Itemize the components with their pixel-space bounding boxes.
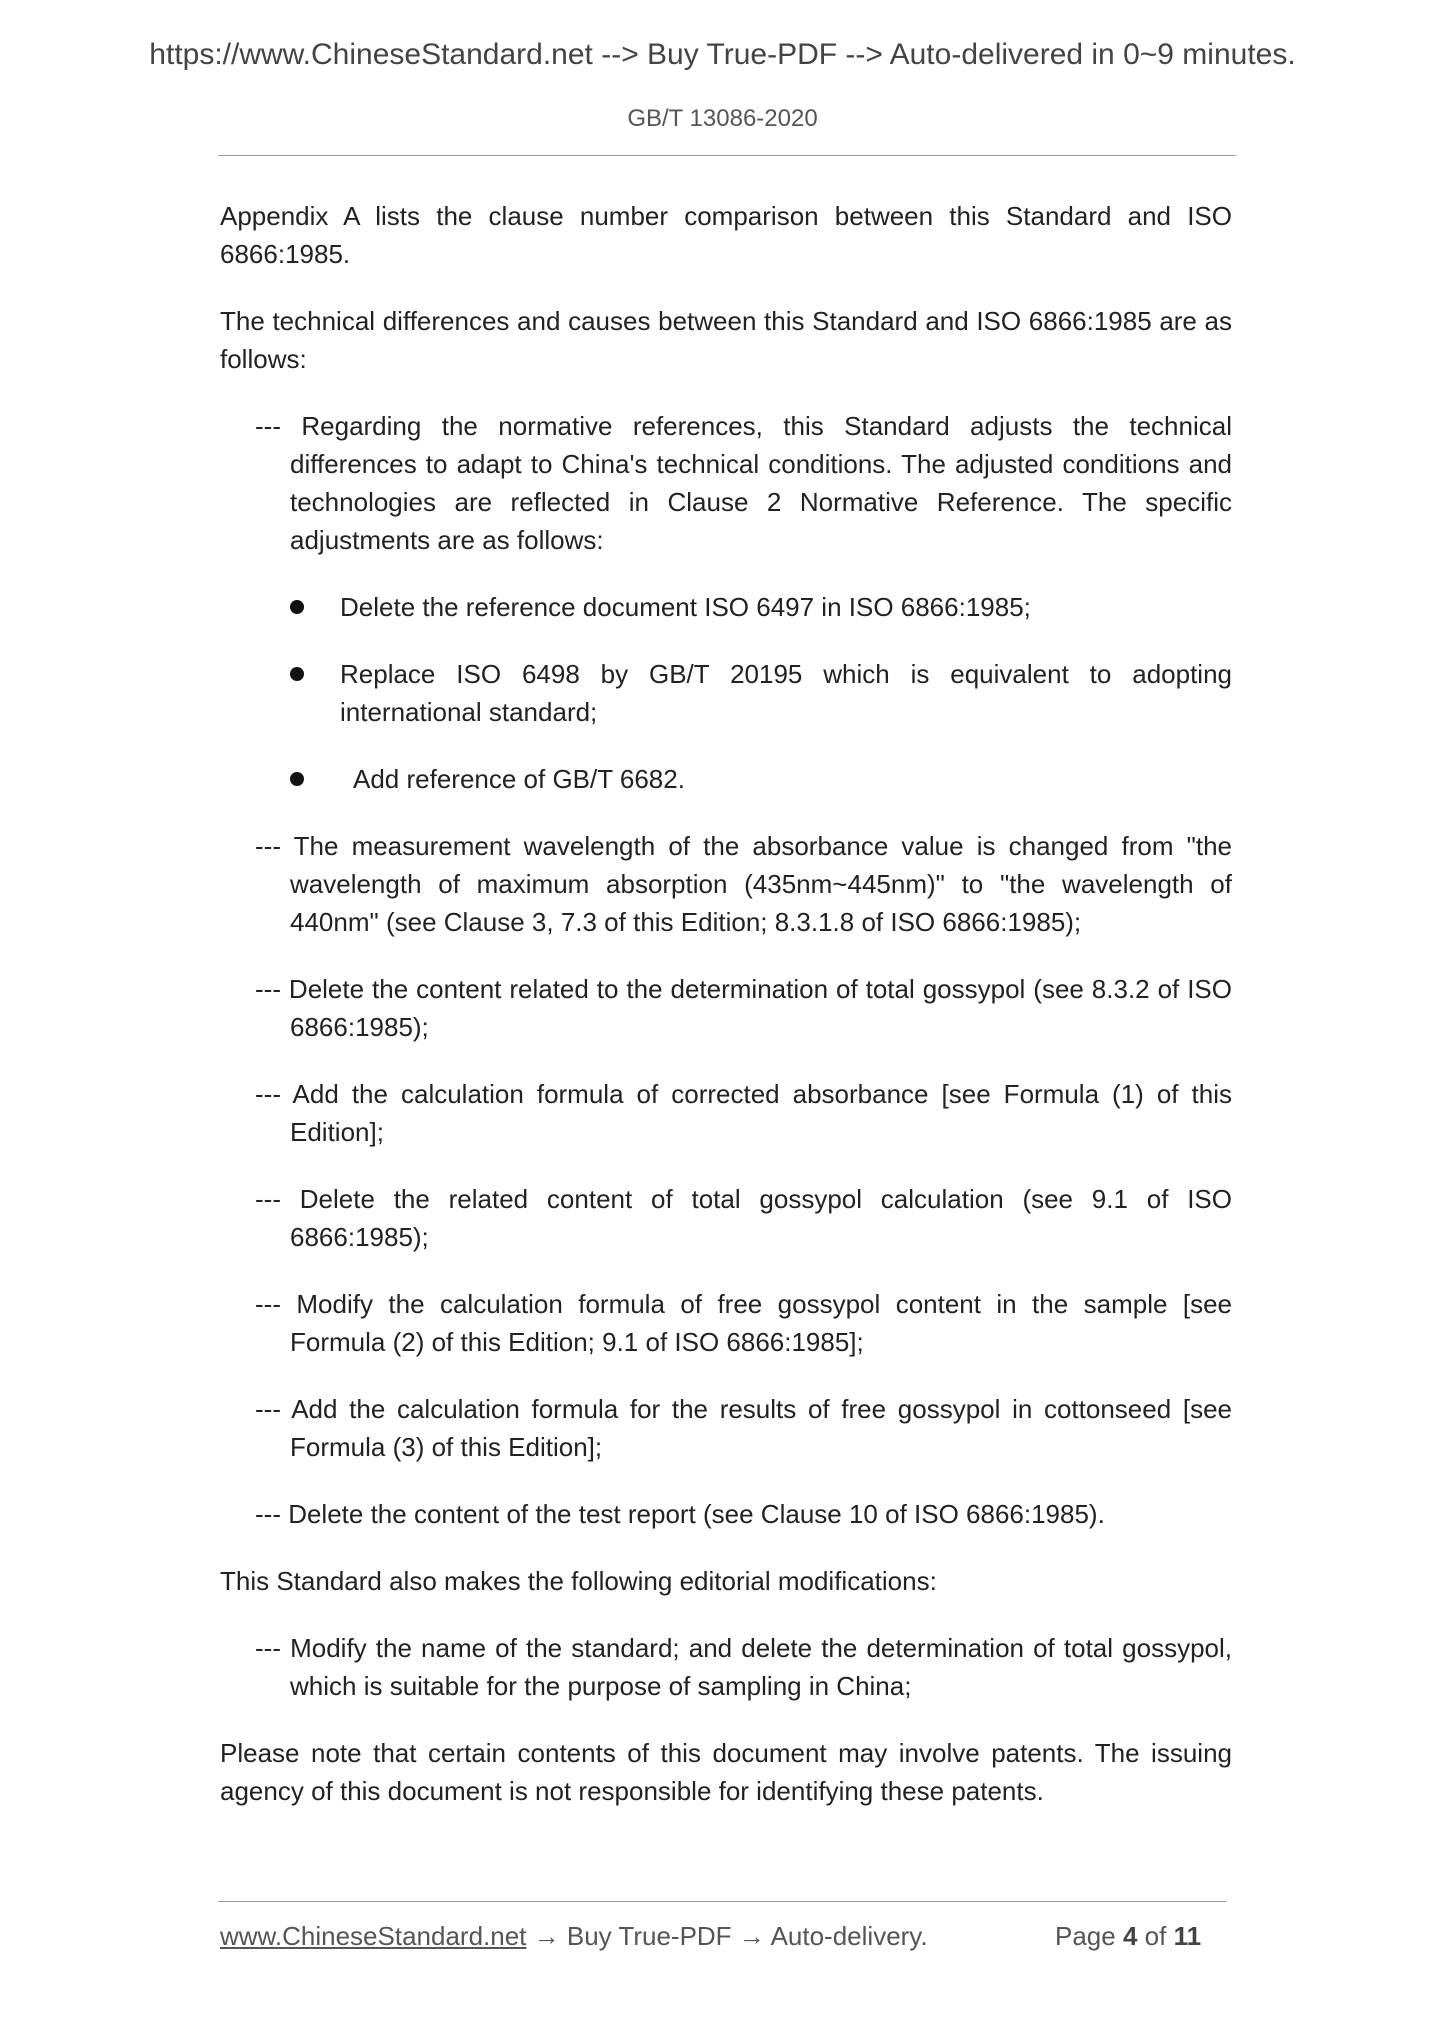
bullet-dot-icon: [290, 667, 304, 681]
footer-website-link[interactable]: www.ChineseStandard.net: [220, 1921, 527, 1951]
dash-item: --- Add the calculation formula of corrected absorbance [see Formula (1) of this Edition];: [255, 1079, 1232, 1147]
bullet-dot-icon: [290, 600, 304, 614]
header-divider: [218, 155, 1236, 156]
page-number: 4: [1122, 1921, 1138, 1951]
paragraph-patents: Please note that certain contents of this document may involve patents. The issuing agency of this document is not responsible for identifying these patents.: [220, 1738, 1232, 1806]
document-body: [220, 197, 1232, 1839]
footer-left: [220, 1921, 928, 1952]
bullet-item: [340, 588, 1232, 626]
paragraph-editorial: This Standard also makes the following editorial modifications:: [220, 1566, 937, 1596]
bullet-text: Replace ISO 6498 by GB/T 20195 which is equivalent to adopting international standard;: [340, 659, 1232, 727]
bullet-text: Delete the reference document ISO 6497 in ISO 6866:1985;: [340, 592, 1031, 622]
of-label: of: [1144, 1921, 1167, 1951]
total-pages: 11: [1173, 1921, 1202, 1951]
top-banner: https://www.ChineseStandard.net --> Buy True-PDF --> Auto-delivered in 0~9 minutes.: [149, 38, 1296, 71]
paragraph-technical-differences: The technical differences and causes between this Standard and ISO 6866:1985 are as follows:: [220, 306, 1232, 374]
footer-tagline: → Buy True-PDF → Auto-delivery.: [526, 1921, 928, 1951]
dash-item: --- Delete the content related to the determination of total gossypol (see 8.3.2 of ISO 6866:1985);: [255, 974, 1232, 1042]
bullet-item: [353, 760, 1232, 798]
dash-item: --- The measurement wavelength of the absorbance value is changed from "the wavelength of maximum absorption (435nm~445nm)" to "the wavelength of 440nm" (see Clause 3, 7.3 of this Edition; 8.3.1.8 of ISO 6866:1985);: [255, 831, 1232, 937]
page-indicator: [1055, 1921, 1201, 1952]
dash-item: --- Modify the calculation formula of free gossypol content in the sample [see Formula (2) of this Edition; 9.1 of ISO 6866:1985];: [255, 1289, 1232, 1357]
dash-item: --- Delete the content of the test report (see Clause 10 of ISO 6866:1985).: [255, 1499, 1105, 1529]
dash-item: --- Add the calculation formula for the results of free gossypol in cottonseed [see Formula (3) of this Edition];: [255, 1394, 1232, 1462]
bullet-dot-icon: [290, 772, 304, 786]
paragraph-appendix: Appendix A lists the clause number comparison between this Standard and ISO 6866:1985.: [220, 201, 1232, 269]
bullet-text: Add reference of GB/T 6682.: [353, 764, 685, 794]
footer-divider: [218, 1901, 1226, 1902]
dash-item-editorial: --- Modify the name of the standard; and delete the determination of total gossypol, which is suitable for the purpose of sampling in China;: [255, 1633, 1232, 1701]
bullet-item: [340, 655, 1232, 731]
standard-header: GB/T 13086-2020: [627, 105, 818, 132]
dash-item: --- Delete the related content of total gossypol calculation (see 9.1 of ISO 6866:1985);: [255, 1184, 1232, 1252]
dash-item-normative-references: --- Regarding the normative references, this Standard adjusts the technical differences to adapt to China's technical conditions. The adjusted conditions and technologies are reflected in Clause 2 Normative Reference. The specific adjustments are as follows:: [255, 411, 1232, 555]
page-label: Page: [1055, 1921, 1116, 1951]
